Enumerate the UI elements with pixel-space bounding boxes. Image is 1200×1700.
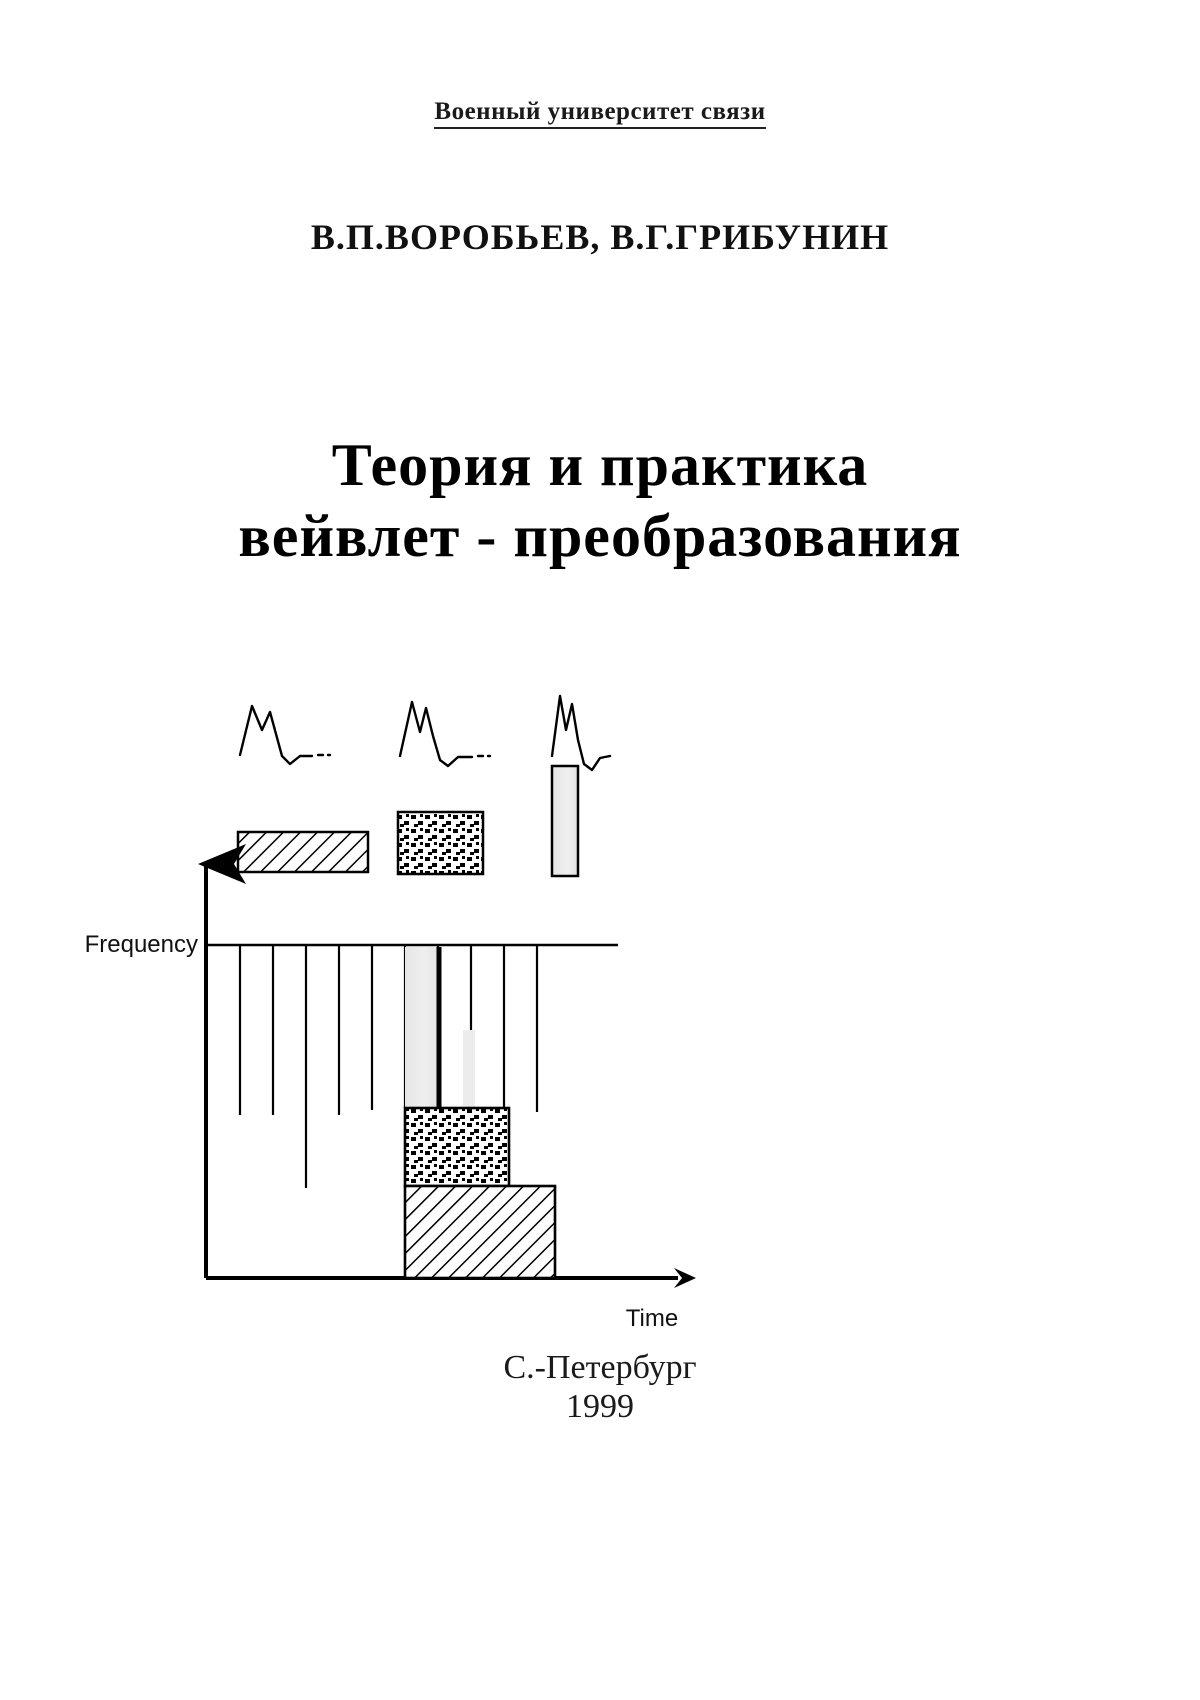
title-line-1: Теория и практика	[331, 432, 869, 498]
wavelet-pulse-1	[240, 706, 330, 764]
page-title	[0, 430, 1200, 572]
wavelet-pulse-2	[400, 702, 490, 766]
publisher-line	[0, 98, 1200, 126]
swatch-hatched	[238, 832, 368, 872]
tile-grey-tail	[463, 1030, 475, 1116]
authors-line: В.П.ВОРОБЬЕВ, В.Г.ГРИБУНИН	[310, 217, 890, 257]
swatch-dotted	[398, 812, 483, 874]
wavelet-pulse-3	[552, 696, 610, 770]
publisher-text: Военный университет связи	[434, 98, 765, 129]
imprint-city: С.-Петербург	[503, 1349, 697, 1386]
label-frequency: Frequency	[84, 931, 198, 958]
swatch-grey	[552, 766, 578, 876]
tile-hatched	[405, 1186, 555, 1278]
label-time: Time	[625, 1305, 679, 1332]
tile-grey	[405, 947, 439, 1119]
imprint-year: 1999	[566, 1388, 634, 1426]
imprint	[0, 1348, 1200, 1426]
cover-figure	[84, 660, 1000, 1340]
title-line-2: вейвлет - преобразования	[238, 502, 962, 569]
tile-dotted	[405, 1108, 509, 1186]
